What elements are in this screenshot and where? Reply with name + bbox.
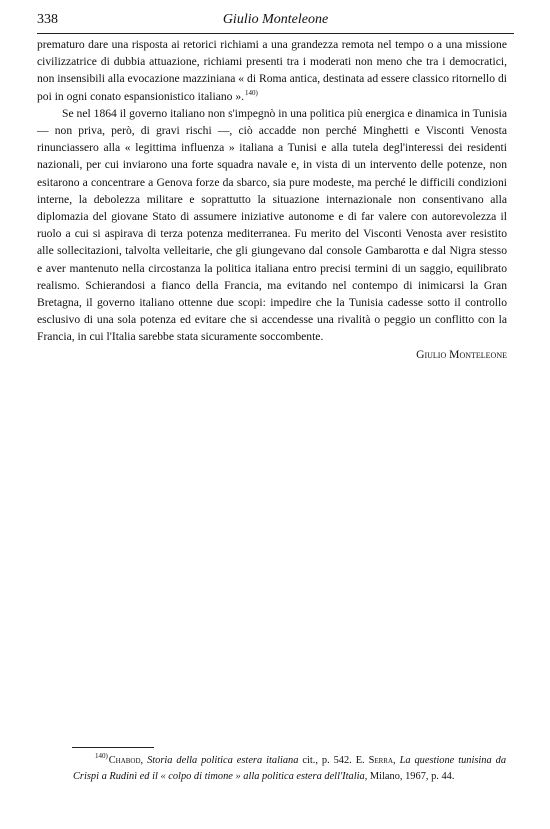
paragraph-1 [37, 36, 507, 105]
footnote-ref[interactable]: 140) [245, 88, 258, 97]
body-text [37, 36, 507, 363]
paragraph-2: Se nel 1864 il governo italiano non s'impegnò in una politica più energica e dinamica in Tunisia — non priva, però, di gravi rischi —, ciò accadde non perché Minghetti e Visconti Venosta rinunciassero alla « legittima influenza » italiana a Tunisi e alla tutela degl'interessi dei residenti nazionali, per cui inviarono una forte squadra navale e, in vista di un intervento delle potenze, non esitarono a concentrare a Genova forze da sbarco, sia pure modeste, ma perché le difficili condizioni interne, la debolezza militare e soprattutto la situazione internazionale non consentivano alla diplomazia del giovane Stato di assumere iniziative autonome e di far valere con autorevolezza il ruolo a cui si aspirava di terza potenza mediterranea. Fu merito del Visconti Venosta aver resistito alle sollecitazioni, talvolta velleitarie, che gli giungevano dal console Gambarotta e dal Nigra stesso e aver mantenuto nella circostanza la politica italiana entro precisi termini di un saggio, equilibrato realismo. Schierandosi a fianco della Francia, ma evitando nel contempo di inimicarsi la Gran Bretagna, il governo italiano ottenne due scopi: impedire che la Tunisia cadesse sotto il controllo esclusivo di una sola potenza ed evitare che si accendesse una rivalità o peggio un conflitto con la Francia, in cui l'Italia sarebbe stata sicuramente soccombente. [37, 106, 507, 344]
footnote-ref-2: , Milano, 1967, p. 44. [364, 771, 455, 782]
footnote-ref-1: cit., p. 542. [298, 755, 356, 766]
footnote-author-2: E. Serra [355, 755, 394, 766]
running-title: Giulio Monteleone [222, 12, 329, 27]
signature: Giulio Monteleone [416, 347, 507, 361]
footnote-rule [72, 747, 154, 748]
footnote: $^{140)}$ Chabod, Storia della politica estera italiana cit., p. 542. E. Serra, La questione tunisina da Crispi a Rudinì ed il « colpo di timone » alla politica estera dell'Italia, Milano, 1967, p. 44. [73, 752, 507, 782]
paragraph-1-text: prematuro dare una risposta ai retorici richiami a una grandezza remota nel tempo o a una missione civilizzatrice di dubbia attuazione, richiami presenti tra i moderati non meno che tra i democratici, non insensibili alla evocazione mazziniana « di Roma antica, destinata ad essere classico ritornello di poi in ogni conato espansionistico italiano ». [37, 38, 507, 103]
page-header [37, 12, 514, 32]
footnote-title-1: Storia della politica estera italiana [147, 755, 299, 766]
page-number: 338 [37, 12, 58, 27]
footnote-marker: 140) [95, 752, 108, 760]
header-rule [37, 33, 514, 34]
footnote-author-1: Chabod [108, 755, 141, 766]
footnote-title-2: La questione tunisina da Crispi a Rudinì ed il « colpo di timone » alla politica estera dell'Italia [73, 755, 507, 782]
